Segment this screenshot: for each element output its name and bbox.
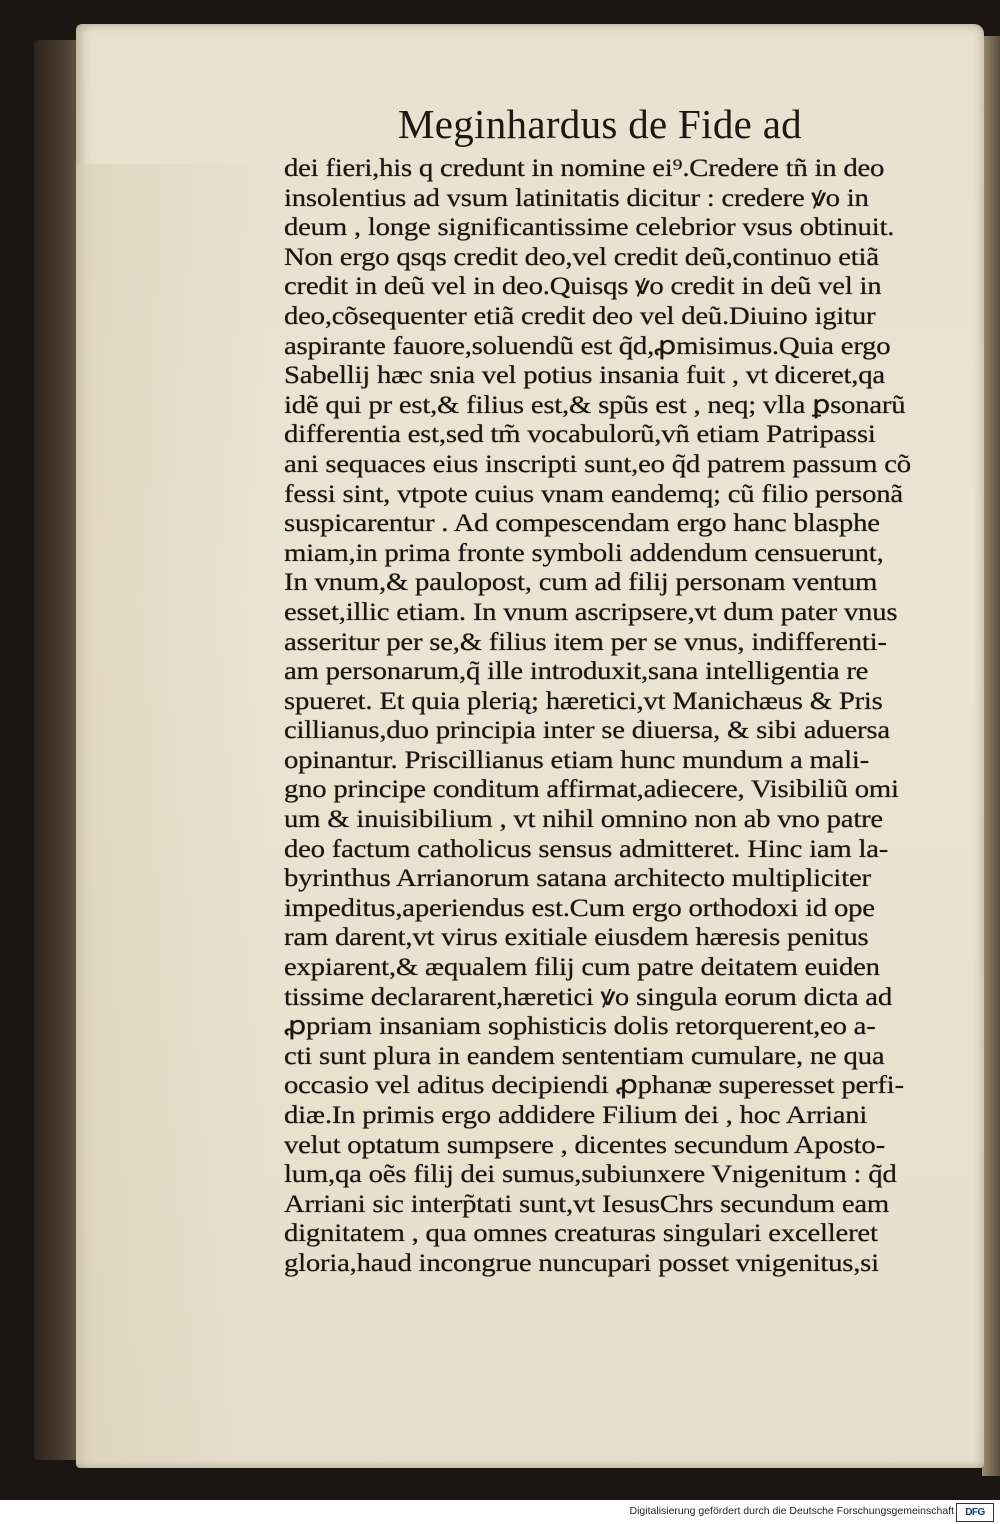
text-line: fessi sint, vtpote cuius vnam eandemq; cũ filio personã — [284, 480, 903, 508]
text-line: deo factum catholicus sensus admitteret. Hinc iam la- — [284, 835, 889, 863]
text-line: Sabellij hæc snia vel potius insania fuit , vt diceret,qa — [284, 362, 885, 390]
text-line: ꝓpriam insaniam sophisticis dolis retorquerent,eo a- — [284, 1013, 876, 1041]
text-line: credit in deũ vel in deo.Quisqs ꝟo credit in deũ vel in — [284, 273, 882, 301]
book-fore-edge — [982, 36, 1000, 1476]
text-line: deo,cõsequenter etiã credit deo vel deũ.Diuino igitur — [284, 302, 876, 330]
text-line: insolentius ad vsum latinitatis dicitur : credere ꝟo in — [284, 184, 869, 212]
text-line: byrinthus Arrianorum satana architecto multipliciter — [284, 865, 871, 893]
text-line: diæ.In primis ergo addidere Filium dei , hoc Arriani — [284, 1102, 868, 1129]
text-line: asseritur per se,& filius item per se vnus, indifferenti- — [284, 628, 887, 656]
text-line: Non ergo qsqs credit deo,vel credit deũ,continuo etiã — [284, 243, 879, 271]
text-line: aspirante fauore,soluendũ est q̃d,ꝓmisimus.Quia ergo — [284, 332, 891, 360]
text-line: velut optatum sumpsere , dicentes secundum Aposto- — [284, 1131, 885, 1159]
text-line: suspicarentur . Ad compescendam ergo hanc blasphe — [284, 510, 880, 538]
text-line: dignitatem , qua omnes creaturas singulari excelleret — [284, 1220, 878, 1248]
funding-credit: Digitalisierung gefördert durch die Deutsche Forschungsgemeinschaft — [629, 1505, 954, 1517]
page-stain — [76, 164, 266, 1464]
text-line: am personarum,q̃ ille introduxit,sana intelligentia re — [284, 658, 869, 686]
text-line: lum,qa oẽs filij dei sumus,subiunxere Vnigenitum : q̃d — [284, 1161, 897, 1189]
text-line: ram darent,vt virus exitiale eiusdem hæresis penitus — [284, 924, 869, 952]
text-line: gno principe conditum affirmat,adiecere, Visibiliũ omi — [284, 776, 899, 804]
body-text — [284, 154, 944, 1279]
text-line: tissime declararent,hæretici ꝟo singula eorum dicta ad — [284, 983, 892, 1011]
text-line: esset,illic etiam. In vnum ascripsere,vt dum pater vnus — [284, 598, 898, 626]
book-binding-edge — [34, 40, 82, 1460]
text-line: ani sequaces eius inscripti sunt,eo q̃d patrem passum cõ — [284, 450, 911, 478]
text-line: spueret. Et quia plerią; hæretici,vt Manichæus & Pris — [284, 687, 883, 715]
text-line: miam,in prima fronte symboli addendum censuerunt, — [284, 539, 884, 567]
text-line: occasio vel aditus decipiendi ꝓphanæ superesset perfi- — [284, 1072, 904, 1100]
footer-bar — [0, 1500, 1000, 1524]
text-line: impeditus,aperiendus est.Cum ergo orthodoxi id ope — [284, 894, 875, 922]
text-line: differentia est,sed tm̃ vocabulorũ,vñ etiam Patripassi — [284, 421, 876, 449]
text-line: idẽ qui pr est,& filius est,& spũs est , neq; vlla ꝑsonarũ — [284, 391, 906, 419]
book-page — [76, 24, 984, 1468]
text-line: gloria,haud incongrue nuncupari posset vnigenitus,si — [284, 1249, 879, 1277]
text-line: dei fieri,his q credunt in nomine ei⁹.Credere tñ in deo — [284, 155, 885, 182]
text-line: deum , longe significantissime celebrior vsus obtinuit. — [284, 214, 895, 242]
text-line: In vnum,& paulopost, cum ad filij personam ventum — [284, 569, 878, 597]
text-line: um & inuisibilium , vt nihil omnino non ab vno patre — [284, 806, 883, 834]
text-line: cti sunt plura in eandem sententiam cumulare, ne qua — [284, 1042, 885, 1070]
text-line: opinantur. Priscillianus etiam hunc mundum a mali- — [284, 746, 869, 774]
text-line: cillianus,duo principia inter se diuersa, & sibi aduersa — [284, 717, 890, 745]
dfg-logo: DFG — [956, 1503, 994, 1522]
running-head: Meginhardus de Fide ad — [398, 101, 802, 147]
text-line: expiarent,& æqualem filij cum patre deitatem euiden — [284, 954, 880, 982]
text-line: Arriani sic interp̃tati sunt,vt IesusChrs secundum eam — [284, 1190, 890, 1218]
